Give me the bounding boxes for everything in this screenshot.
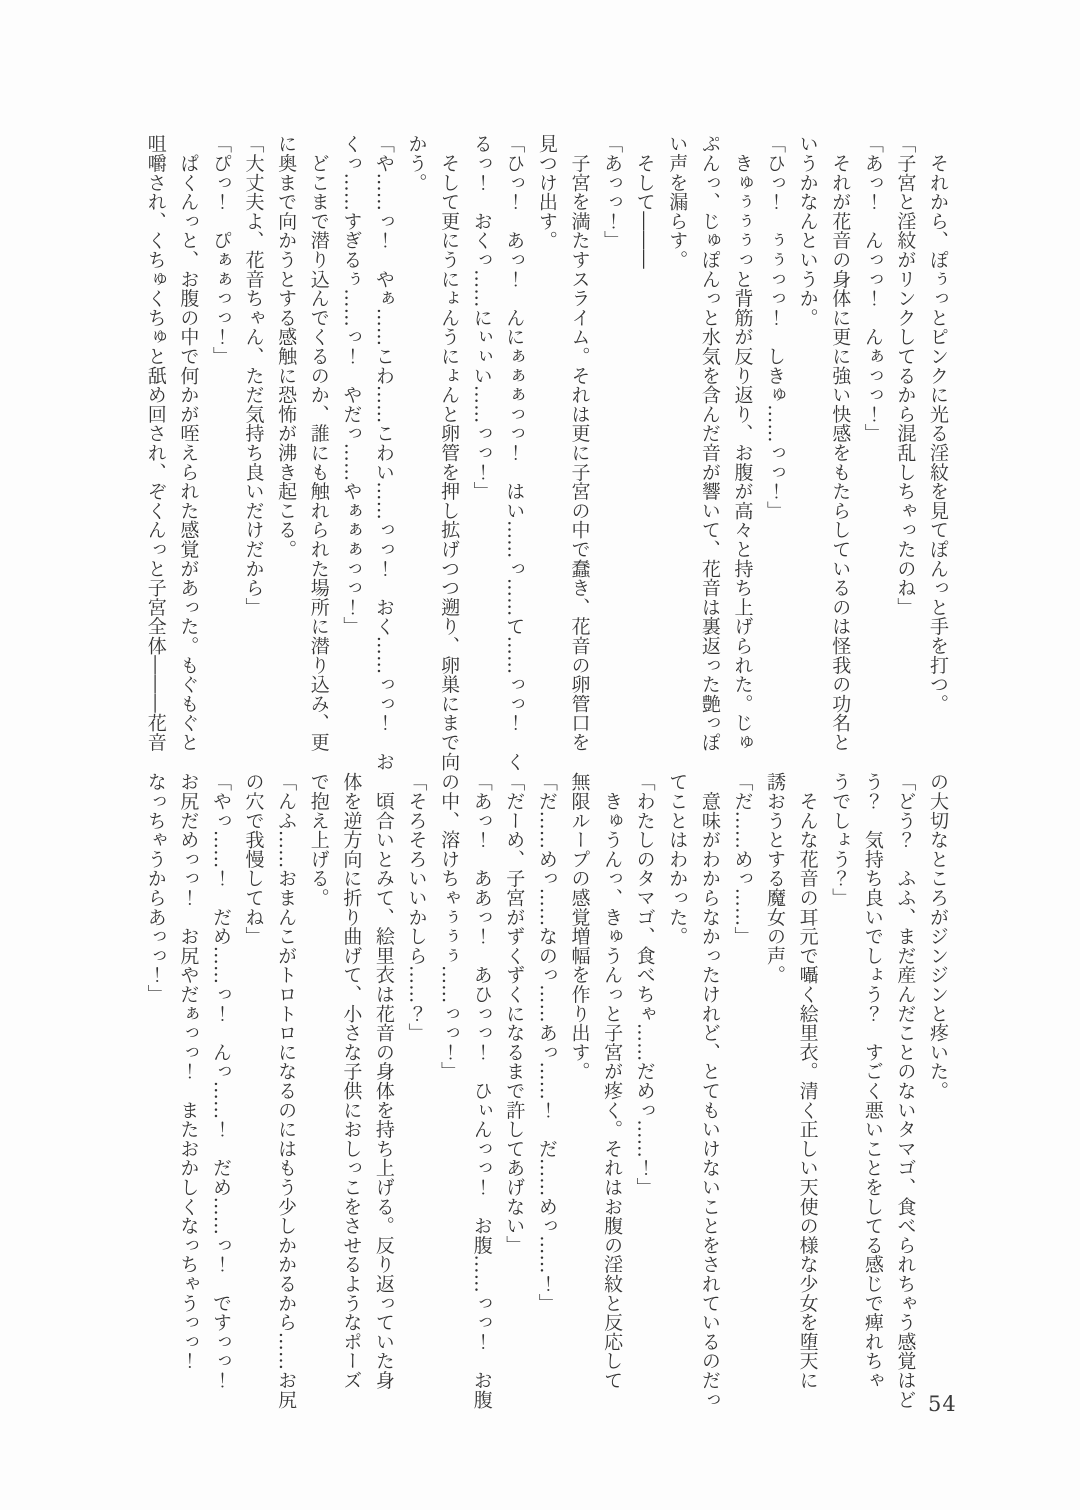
text-column: で抱え上げる。 [307, 772, 330, 908]
text-column: い声を漏らす。 [666, 134, 689, 270]
text-column: 「ぴっ！ ぴぁぁっっ！」 [209, 134, 232, 366]
text-column: 「だ……めっ……なのっ……あっ……！ だ……めっ……！」 [535, 772, 558, 1313]
text-column: 見つけ出す。 [535, 134, 558, 250]
text-column: どこまで潜り込んでくるのか、誰にも触れられた場所に潜り込み、更 [307, 134, 330, 752]
text-column: なっちゃうからあっっ！」 [144, 772, 167, 1004]
text-column: お尻だめっっ！ お尻やだぁっっ！ またおかしくなっちゃうっっ！ [177, 772, 200, 1371]
text-column: 「ひっ！ あっ！ んにぁぁぁっっ！ はい……っ……て……っっ！ く [503, 134, 526, 771]
text-column: 子宮を満たすスライム。それは更に子宮の中で蠢き、花音の卵管口を [568, 134, 591, 752]
text-column: 「あっ！ ああっ！ あひっっ！ ひぃんっっ！ お腹……っっ！ お腹 [470, 772, 493, 1409]
text-column: う？ 気持ち良いでしょう？ すごく悪いことをしてる感じで痺れちゃ [861, 772, 884, 1390]
text-column: の穴で我慢してね」 [242, 772, 265, 946]
text-column: 咀嚼され、くちゅくちゅと舐め回され、ぞくんっと子宮全体―――花音 [144, 134, 167, 752]
text-column: の大切なところがジンジンと疼いた。 [927, 772, 949, 1101]
page-number: 54 [928, 1392, 957, 1416]
text-block-top [139, 134, 954, 771]
text-column: 体を逆方向に折り曲げて、小さな子供におしっこをさせるようなポーズ [340, 772, 363, 1390]
text-column: そして――― [633, 134, 656, 270]
text-column: の中、溶けちゃぅぅぅ……っっ！」 [438, 772, 461, 1081]
text-column: そして更にうにょんうにょんと卵管を押し拡げつつ遡り、卵巣にまで向 [438, 134, 461, 771]
text-column: 誘おうとする魔女の声。 [764, 772, 787, 985]
text-column: うでしょう？」 [829, 772, 852, 908]
text-column: 「子宮と淫紋がリンクしてるから混乱しちゃったのね」 [894, 134, 917, 617]
text-column: かう。 [405, 134, 428, 192]
text-column: そんな花音の耳元で囁く絵里衣。清く正しい天使の様な少女を堕天に [796, 772, 819, 1390]
text-column: いうかなんというか。 [796, 134, 819, 327]
text-column: きゅぅぅぅっと背筋が反り返り、お腹が高々と持ち上げられた。じゅ [731, 134, 754, 752]
text-column: 「どう？ ふふ、まだ産んだことのないタマゴ、食べられちゃう感覚はど [894, 772, 917, 1409]
text-column: 「ひっ！ ぅぅっっ！ しきゅ……っっ！」 [764, 134, 787, 520]
text-column: きゅうんっ、きゅうんっと子宮が疼く。それはお腹の淫紋と反応して [601, 772, 624, 1390]
text-column: 「そろそろいいかしら……？」 [405, 772, 428, 1043]
text-column: るっ！ おくっ……にぃぃい……っっ！」 [470, 134, 493, 501]
text-block-bottom [139, 772, 954, 1410]
text-column: 「わたしのタマゴ、食べちゃ……だめっ……！」 [633, 772, 656, 1197]
text-column: 「んふ……おまんこがトロトロになるのにはもう少しかかるから……お尻 [275, 772, 298, 1409]
text-column: ぱくんっと、お腹の中で何かが咥えられた感覚があった。もぐもぐと [177, 134, 200, 752]
text-column: くっ……すぎるぅ……っ！ やだっ……やぁぁぁっっ！」 [340, 134, 363, 636]
text-column: 無限ループの感覚増幅を作り出す。 [568, 772, 591, 1081]
text-column: それが花音の身体に更に強い快感をもたらしているのは怪我の功名と [829, 134, 852, 752]
text-column: 「やっ……！ だめ……っ！ んっ……！ だめ……っ！ ですっっ！ [209, 772, 232, 1390]
text-column: 「だーめ、子宮がずくずくになるまで許してあげない」 [503, 772, 526, 1255]
text-column: ぷんっ、じゅぽんっと水気を含んだ音が響いて、花音は裏返った艶っぽ [698, 134, 721, 752]
text-column: 意味がわからなかったけれど、とてもいけないことをされているのだっ [698, 772, 721, 1409]
text-column: 「だ……めっ……」 [731, 772, 754, 946]
text-column: 「大丈夫よ、花音ちゃん、ただ気持ち良いだけだから」 [242, 134, 265, 617]
text-column: てことはわかった。 [666, 772, 689, 946]
text-column: 「や……っ！ やぁ……こわ……こわい……っっ！ おく……っっ！ お [372, 134, 395, 771]
text-column: 「あっ！ んっっ！ んぁっっ！」 [861, 134, 884, 443]
text-column: 「あっっ！」 [601, 134, 624, 250]
text-column: に奥まで向かうとする感触に恐怖が沸き起こる。 [275, 134, 298, 559]
text-column: 頃合いとみて、絵里衣は花音の身体を持ち上げる。反り返っていた身 [372, 772, 395, 1390]
text-column: それから、ぽぅっとピンクに光る淫紋を見てぽんっと手を打つ。 [927, 134, 949, 713]
